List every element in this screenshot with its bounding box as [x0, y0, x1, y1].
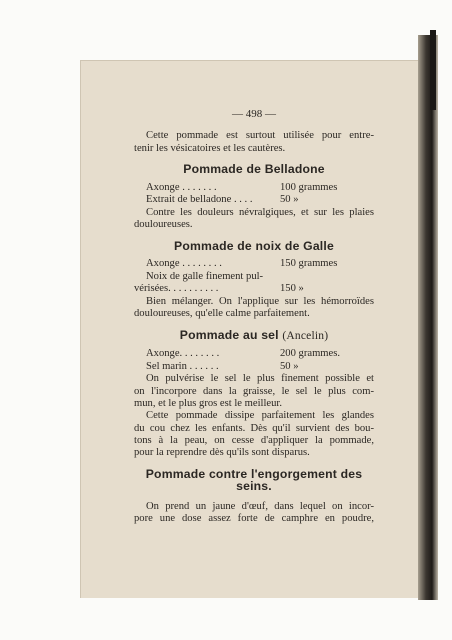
recipe-row [134, 258, 374, 271]
paragraph-line: Cette pommade est surtout utilisée pour entre- [146, 130, 374, 142]
paragraph-line: pour la reprendre dès qu'ils sont disparus. [134, 447, 310, 459]
book-gutter-edge [430, 30, 436, 110]
ingredient-quantity: 150 grammes [280, 257, 338, 269]
recipe-row [134, 283, 374, 296]
section-title-line: seins. [236, 479, 272, 494]
ingredient-label: vérisées. . . . . . . . . . [134, 283, 219, 295]
paragraph-line: On prend un jaune d'œuf, dans lequel on incor- [146, 500, 374, 512]
ingredient-label: Axonge . . . . . . . [146, 181, 217, 193]
ingredient-quantity: 50 » [280, 360, 299, 372]
section-title-text: Pommade au sel [179, 327, 279, 342]
ingredient-quantity: 200 grammes. [280, 347, 341, 359]
section-title [134, 329, 374, 342]
paragraph-line: pore une dose assez forte de camphre en poudre, [134, 513, 374, 525]
paragraph-line: douloureuses. [134, 219, 193, 231]
ingredient-label: Axonge . . . . . . . . [146, 257, 222, 269]
recipe-row [134, 348, 374, 361]
section-title-note: (Ancelin) [282, 329, 329, 342]
paragraph-line: On pulvérise le sel le plus finement possible et [146, 373, 374, 385]
book-gutter-shadow [418, 35, 438, 600]
section-title [134, 468, 374, 493]
page-number: — 498 — [232, 108, 276, 120]
ingredient-quantity: 50 » [280, 194, 299, 206]
section-title: Pommade de Belladone [183, 162, 325, 177]
paragraph-line: mun, et le plus gros est le meilleur. [134, 397, 282, 409]
recipe-row [134, 194, 374, 207]
paragraph-line: du cou chez les enfants. Dès qu'il survient des bou- [134, 422, 374, 434]
section-title-line: Pommade contre l'engorgement des [145, 466, 363, 481]
recipe-row [134, 271, 374, 284]
ingredient-quantity: 100 grammes [280, 181, 338, 193]
ingredient-quantity: 150 » [280, 283, 304, 295]
paragraph-line: on l'incorpore dans la graisse, le sel le plus com- [134, 385, 374, 397]
paragraph-line: tenir les vésicatoires et les cautères. [134, 142, 286, 154]
recipe-row [134, 182, 374, 195]
ingredient-label: Extrait de belladone . . . . [146, 194, 253, 206]
ingredient-label: Axonge. . . . . . . . [146, 347, 220, 359]
section-title: Pommade de noix de Galle [174, 238, 334, 253]
page-text-block [134, 108, 374, 525]
ingredient-label: Sel marin . . . . . . [146, 360, 219, 372]
ingredient-label: Noix de galle finement pul- [146, 270, 264, 282]
paragraph-line: tons à la peau, on cesse d'appliquer la pommade, [134, 435, 374, 447]
paragraph-line: Cette pommade dissipe parfaitement les glandes [146, 410, 374, 422]
paragraph-line: douloureuses, qu'elle calme parfaitement. [134, 308, 310, 320]
paragraph-line: Contre les douleurs névralgiques, et sur les plaies [146, 206, 374, 218]
paragraph-line: Bien mélanger. On l'applique sur les hémorroïdes [146, 295, 374, 307]
recipe-row [134, 361, 374, 374]
